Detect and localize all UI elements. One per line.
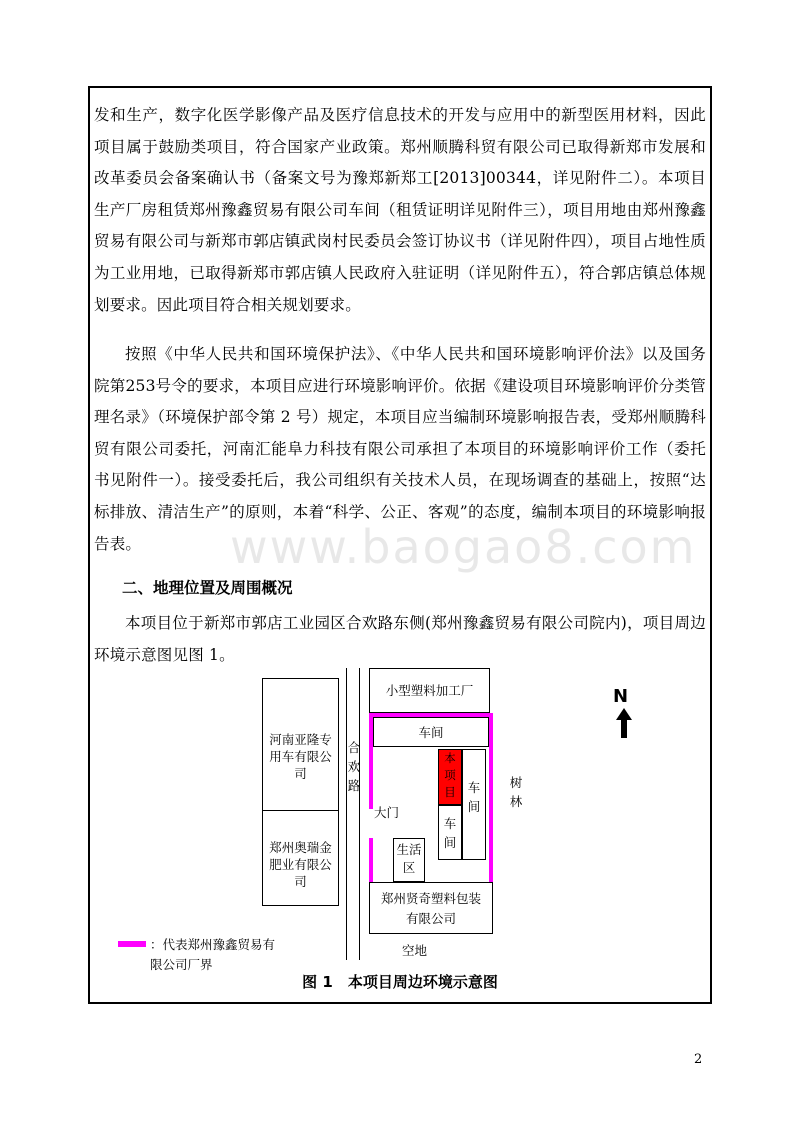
watermark: www.baogao8.com <box>230 520 697 574</box>
page-number: 2 <box>694 1052 703 1067</box>
south-company-box <box>369 882 493 934</box>
west-company-bottom-box <box>262 810 339 906</box>
living-area-box <box>393 838 425 882</box>
workshop-top-box <box>373 717 489 747</box>
north-arrow-icon <box>616 708 632 738</box>
plastic-factory-box <box>369 668 490 713</box>
empty-land-label: 空地 <box>402 943 428 958</box>
workshop-right-label: 车间 <box>467 780 481 814</box>
living-area-label: 生活区 <box>396 842 422 875</box>
boundary-east <box>489 713 493 882</box>
workshop-right-box <box>462 749 486 860</box>
paragraph-1: 发和生产，数字化医学影像产品及医疗信息技术的开发与应用中的新型医用材料，因此项目属于鼓励类项目，符合国家产业政策。郑州顺腾科贸有限公司已取得新郑市发展和改革委员会备案确认书（备案文号为豫郑新郑工[2013]00344，详见附件二）。本项目生产厂房租赁郑州豫鑫贸易有限公司车间（租赁证明详见附件三），项目用地由郑州豫鑫贸易有限公司与新郑市郭店镇武岗村民委员会签订协议书（详见附件四），项目占地性质为工业用地，已取得新郑市郭店镇人民政府入驻证明（详见附件五），符合郭店镇总体规划要求。因此项目符合相关规划要求。 <box>94 106 706 314</box>
legend-label: ：代表郑州豫鑫贸易有限公司厂界 <box>150 937 276 972</box>
project-box <box>438 749 462 805</box>
boundary-west-south <box>369 838 373 882</box>
workshop-top-label: 车间 <box>418 725 444 740</box>
trees-label: 树林 <box>509 775 523 809</box>
south-company-label: 郑州贤奇塑料包装有限公司 <box>380 891 481 926</box>
workshop-mid-label: 车间 <box>443 816 457 850</box>
road-line-east <box>359 668 360 960</box>
west-company-bottom-label: 郑州奥瑞金肥业有限公司 <box>269 840 332 889</box>
north-label: N <box>613 686 629 707</box>
workshop-mid-box <box>438 805 462 860</box>
plastic-factory-label: 小型塑料加工厂 <box>385 683 474 698</box>
road-label: 合欢路 <box>347 740 361 793</box>
gate-label: 大门 <box>374 805 400 820</box>
section-heading: 二、地理位置及周围概况 <box>122 579 293 597</box>
paragraph-3: 本项目位于新郑市郭店工业园区合欢路东侧(郑州豫鑫贸易有限公司院内)，项目周边环境示意图见图 1。 <box>94 614 706 664</box>
road-line-west <box>346 668 347 960</box>
legend-swatch <box>118 941 146 947</box>
paragraph-2: 按照《中华人民共和国环境保护法》、《中华人民共和国环境影响评价法》以及国务院第253号令的要求，本项目应进行环境影响评价。依据《建设项目环境影响评价分类管理名录》（环境保护部令第 2 号）规定，本项目应当编制环境影响报告表，受郑州顺腾科贸有限公司委托，河南汇能阜力科技有限公司承担了本项目的环境影响评价工作（委托书见附件一）。接受委托后，我公司组织有关技术人员，在现场调查的基础上，按照“达标排放、清洁生产”的原则，本着“科学、公正、客观”的态度，编制本项目的环境影响报告表。 <box>94 345 706 553</box>
project-label: 本项目 <box>444 751 456 799</box>
west-company-top-box <box>262 678 339 811</box>
figure-caption: 图 1 本项目周边环境示意图 <box>302 973 498 991</box>
west-company-top-label: 河南亚隆专用车有限公司 <box>269 732 332 781</box>
